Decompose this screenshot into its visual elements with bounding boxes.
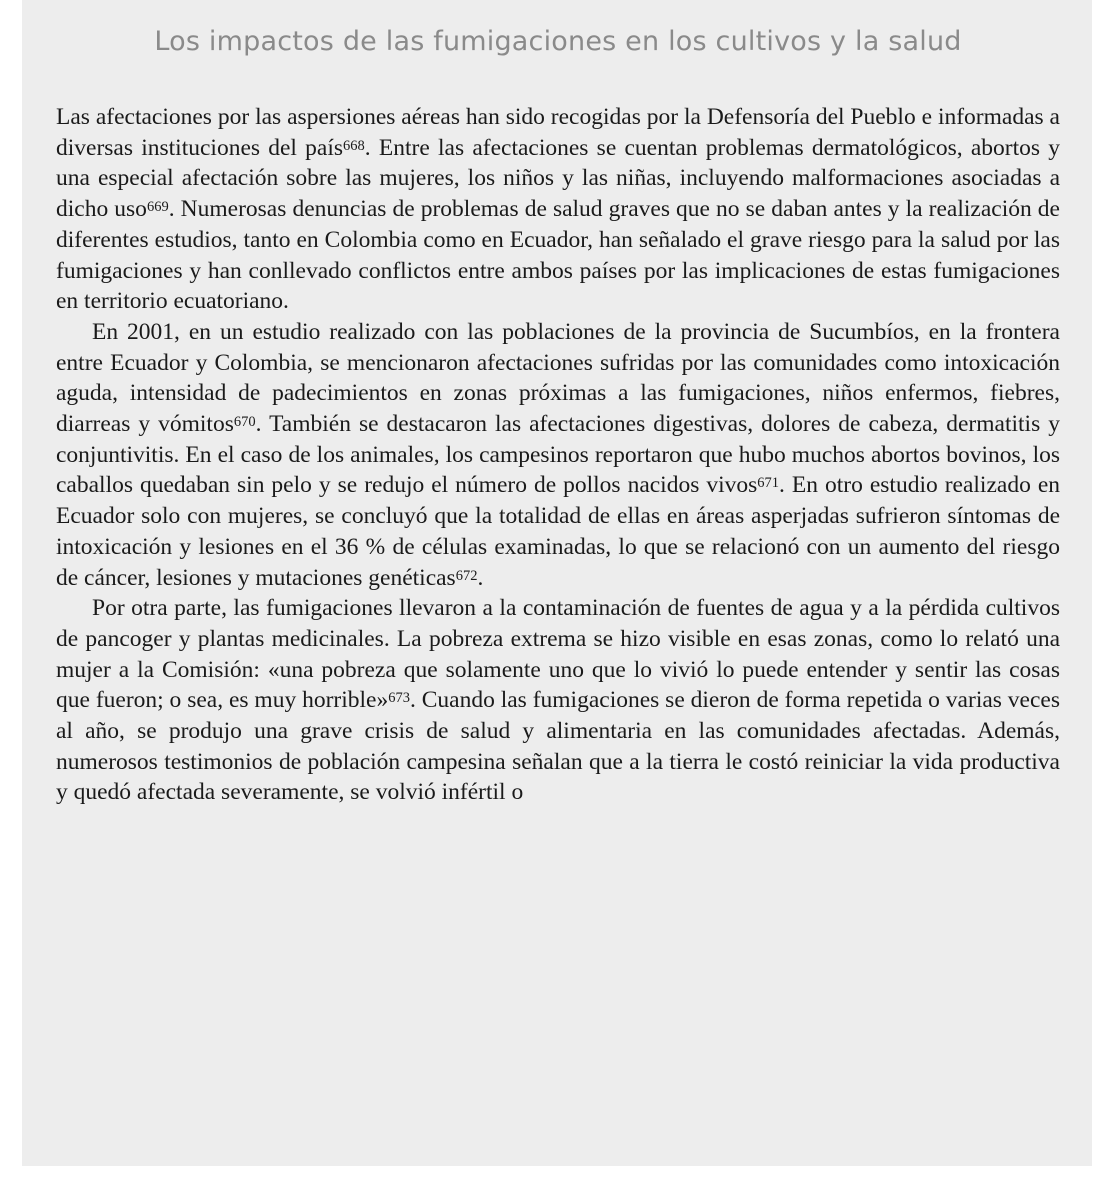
text-segment: . Numerosas denuncias de problemas de salud graves que no se daban antes y la realización de diferentes estudios, tanto en Colombia como en Ecuador, han señalado el grave riesgo para la salud por las fumigaciones y han conllevado conflictos entre ambos países por las implicaciones de estas fumigaciones en territorio ecuatoriano. [56, 196, 1060, 315]
footnote-marker-669[interactable]: 669 [146, 199, 169, 216]
footnote-marker-670[interactable]: 670 [233, 414, 256, 431]
text-segment: Las afectaciones por las aspersiones aéreas han sido recogidas por la Defensoría del Pueblo e informadas a diversas instituciones del país [56, 104, 1060, 161]
document-body [56, 102, 1060, 808]
footnote-marker-671[interactable]: 671 [757, 475, 780, 492]
paragraph-3 [56, 593, 1060, 808]
footnote-marker-673[interactable]: 673 [388, 690, 410, 707]
text-segment: . También se destacaron las afectaciones digestivas, dolores de cabeza, dermatitis y conjuntivitis. En el caso de los animales, los campesinos reportaron que hubo muchos abortos bovinos, los caballos quedaban sin pelo y se redujo el número de pollos nacidos vivos [56, 411, 1060, 499]
text-segment: . Cuando las fumigaciones se dieron de forma repetida o varias veces al año, se produjo una grave crisis de salud y alimentaria en las comunidades afectadas. Además, numerosos testimonios de población campesina señalan que a la tierra le costó reiniciar la vida productiva y quedó afectada severamente, se volvió infértil o [56, 687, 1060, 806]
text-segment: . En otro estudio realizado en Ecuador solo con mujeres, se concluyó que la totalidad de ellas en áreas asperjadas sufrieron síntomas de intoxicación y lesiones en el 36 % de células examinadas, lo que se relacionó con un aumento del riesgo de cáncer, lesiones y mutaciones genéticas [56, 472, 1060, 591]
text-segment: . Entre las afectaciones se cuentan problemas dermatológicos, abortos y una especial afectación sobre las mujeres, los niños y las niñas, incluyendo malformaciones asociadas a dicho uso [56, 134, 1061, 223]
paragraph-2 [56, 317, 1060, 593]
paragraph-1 [56, 102, 1060, 317]
document-page [22, 0, 1092, 1166]
text-segment: Por otra parte, las fumigaciones llevaron a la contaminación de fuentes de agua y a la pérdida cultivos de pancoger y plantas medicinales. La pobreza extrema se hizo visible en esas zonas, como lo relató una mujer a la Comisión: «una pobreza que solamente uno que lo vivió lo puede entender y sentir las cosas que fueron; o sea, es muy horrible» [56, 595, 1060, 714]
footnote-marker-668[interactable]: 668 [343, 137, 365, 154]
text-segment: . [477, 564, 484, 591]
footnote-marker-672[interactable]: 672 [455, 567, 478, 584]
text-segment: En 2001, en un estudio realizado con las poblaciones de la provincia de Sucumbíos, en la frontera entre Ecuador y Colombia, se mencionaron afectaciones sufridas por las comunidades como intoxicación aguda, intensidad de padecimientos en zonas próximas a las fumigaciones, niños enfermos, fiebres, diarreas y vómitos [56, 318, 1060, 438]
section-title: Los impactos de las fumigaciones en los cultivos y la salud [154, 26, 962, 57]
